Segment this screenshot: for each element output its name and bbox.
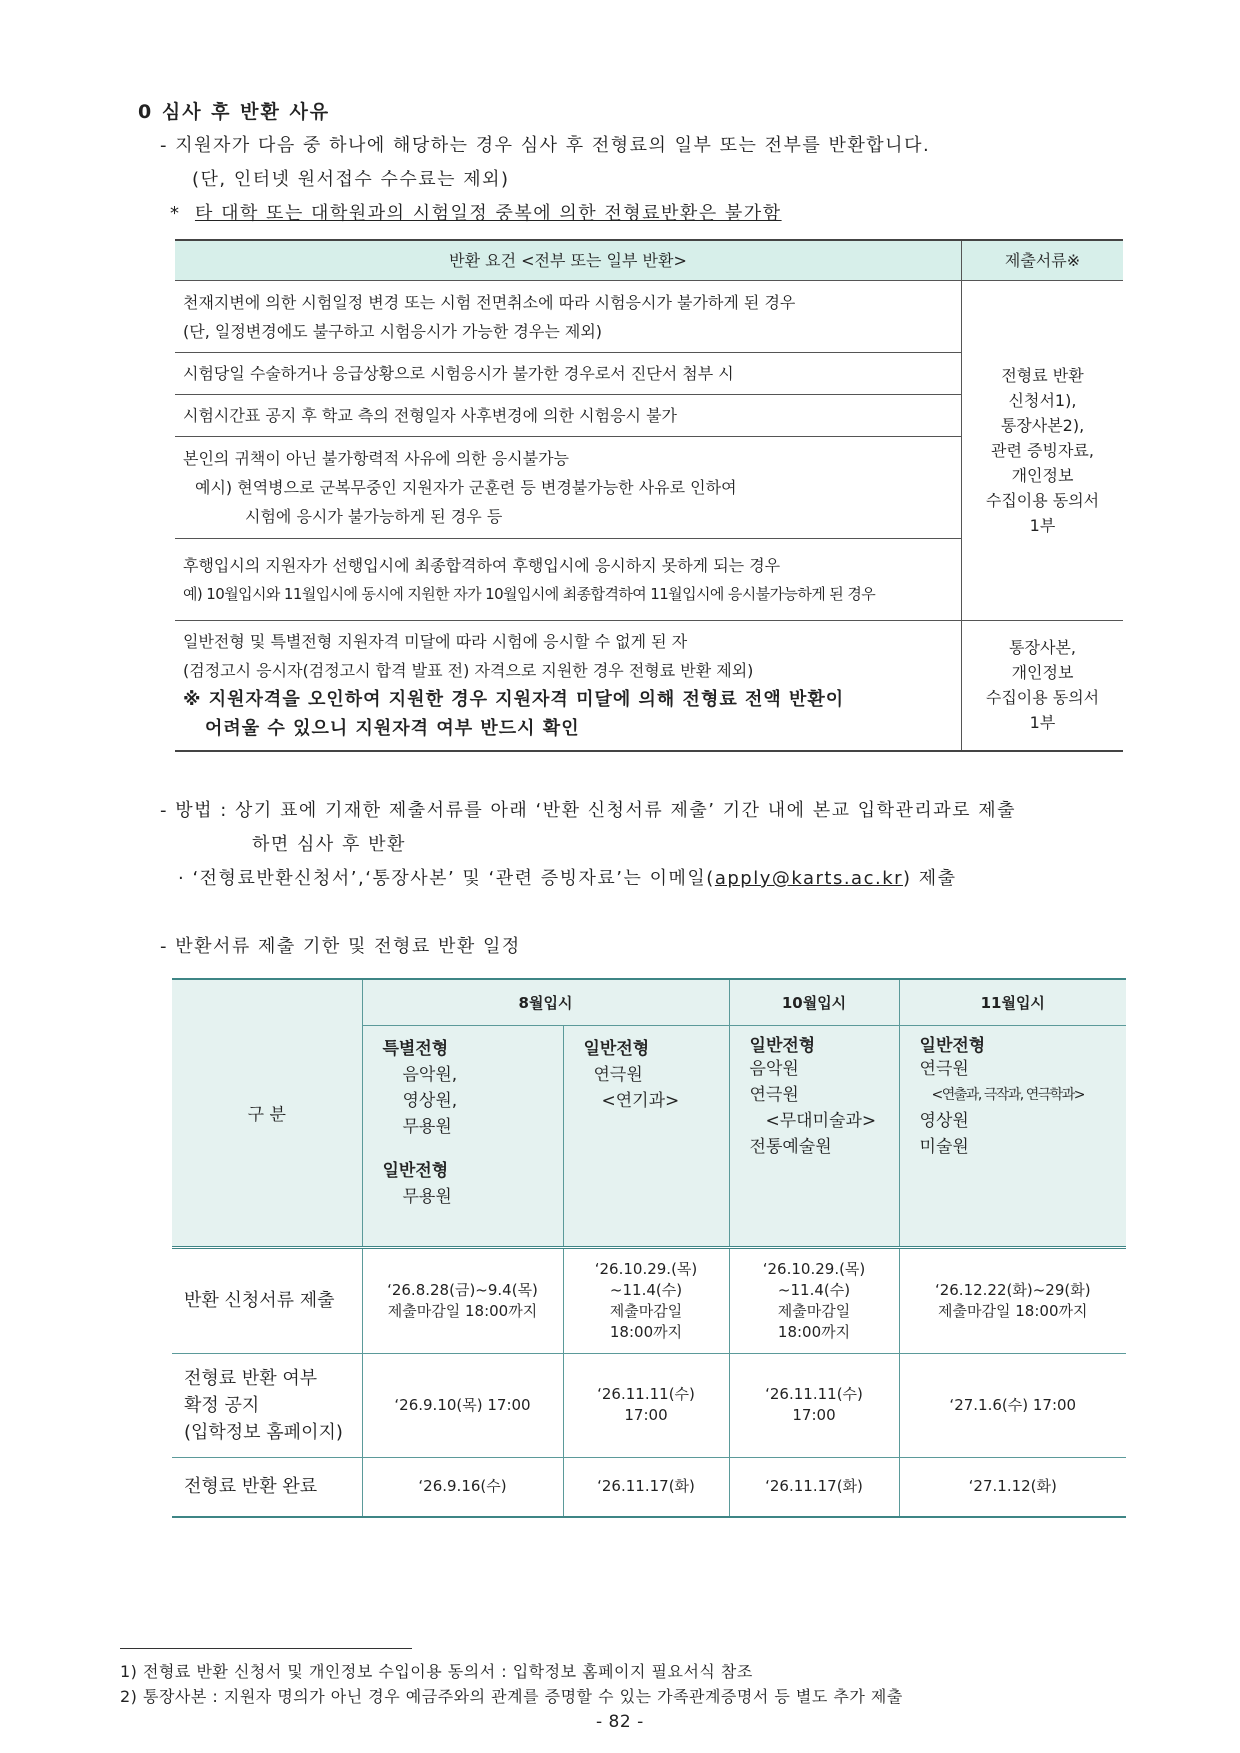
condition-line: 후행입시의 지원자가 선행입시에 최종합격하여 후행입시에 응시하지 못하게 되는 경우 bbox=[183, 555, 781, 575]
schedule-cell: ‘26.11.17(화) bbox=[563, 1457, 729, 1517]
group-item: 전통예술원 bbox=[749, 1136, 832, 1157]
doc-line: 전형료 반환 bbox=[1001, 366, 1084, 385]
head-october: 10월입시 bbox=[729, 979, 899, 1025]
docs-group-2 bbox=[962, 621, 1124, 751]
row-complete-label: 전형료 반환 완료 bbox=[172, 1457, 362, 1517]
group-item: 무용원 bbox=[402, 1116, 452, 1137]
condition-row bbox=[175, 539, 962, 621]
group-title: 일반전형 bbox=[919, 1035, 986, 1056]
condition-row bbox=[175, 353, 962, 395]
condition-warning: 어려울 수 있으니 지원자격 여부 반드시 확인 bbox=[205, 718, 580, 740]
oct-general-group bbox=[729, 1025, 899, 1247]
row-label-line: 확정 공지 bbox=[184, 1394, 260, 1416]
group-item: <무대미술과> bbox=[765, 1110, 877, 1131]
group-item: 연극원 bbox=[749, 1084, 799, 1105]
condition-line: 시험에 응시가 불가능하게 된 경우 등 bbox=[245, 507, 503, 526]
doc-line: 1부 bbox=[1029, 516, 1056, 535]
condition-row bbox=[175, 395, 962, 437]
group-item: 미술원 bbox=[919, 1136, 969, 1157]
schedule-cell: ‘26.11.17(화) bbox=[729, 1457, 899, 1517]
condition-line: 시험당일 수술하거나 응급상황으로 시험응시가 불가한 경우로서 진단서 첨부 시 bbox=[183, 364, 734, 383]
email-link[interactable]: apply@karts.ac.kr bbox=[714, 868, 904, 889]
header-condition: 반환 요건 <전부 또는 일부 반환> bbox=[175, 240, 962, 281]
condition-line: 시험시간표 공지 후 학교 측의 전형일자 사후변경에 의한 시험응시 불가 bbox=[183, 406, 677, 425]
group-title: 특별전형 bbox=[382, 1038, 449, 1059]
footnote-2: 2) 통장사본 : 지원자 명의가 아닌 경우 예금주와의 관계를 증명할 수 있는 가족관계증명서 등 별도 추가 제출 bbox=[120, 1687, 903, 1706]
doc-line: 수집이용 동의서 bbox=[985, 688, 1100, 708]
header-docs: 제출서류※ bbox=[962, 240, 1124, 281]
doc-line: 신청서1), bbox=[1008, 391, 1077, 410]
group-item: 연극원 bbox=[919, 1058, 969, 1079]
section-title: 0 심사 후 반환 사유 bbox=[138, 101, 331, 123]
doc-line: 통장사본, bbox=[1009, 638, 1076, 658]
row-submit-label: 반환 신청서류 제출 bbox=[172, 1247, 362, 1353]
schedule-cell: ‘26.11.11(수) 17:00 bbox=[563, 1353, 729, 1457]
schedule-cell: ‘26.10.29.(목) ~11.4(수) 제출마감일 18:00까지 bbox=[729, 1247, 899, 1353]
method-email-prefix: · ‘전형료반환신청서’,‘통장사본’ 및 ‘관련 증빙자료’는 이메일( bbox=[178, 868, 715, 889]
docs-group-1 bbox=[962, 281, 1124, 621]
method-line: - 방법 : 상기 표에 기재한 제출서류를 아래 ‘반환 신청서류 제출’ 기간 내에 본교 입학관리과로 제출 bbox=[160, 800, 1017, 821]
schedule-cell: ‘26.9.16(수) bbox=[362, 1457, 563, 1517]
group-item: 음악원, bbox=[402, 1064, 458, 1085]
schedule-title: - 반환서류 제출 기한 및 전형료 반환 일정 bbox=[160, 936, 521, 957]
condition-row bbox=[175, 621, 962, 751]
schedule-cell: ‘26.10.29.(목) ~11.4(수) 제출마감일 18:00까지 bbox=[563, 1247, 729, 1353]
condition-line: (검정고시 응시자(검정고시 합격 발표 전) 자격으로 지원한 경우 전형료 반환 제외) bbox=[183, 661, 754, 681]
condition-line: 일반전형 및 특별전형 지원자격 미달에 따라 시험에 응시할 수 없게 된 자 bbox=[183, 632, 688, 652]
star-mark: * bbox=[170, 203, 181, 224]
row-label-line: 전형료 반환 여부 bbox=[184, 1367, 318, 1389]
footnote-1: 1) 전형료 반환 신청서 및 개인정보 수입이용 동의서 : 입학정보 홈페이지 필요서식 참조 bbox=[120, 1662, 753, 1681]
head-november: 11월입시 bbox=[899, 979, 1126, 1025]
doc-line: 개인정보 bbox=[1011, 663, 1074, 683]
aug-general-group bbox=[563, 1025, 729, 1247]
condition-line: 예) 10월입시와 11월입시에 동시에 지원한 자가 10월입시에 최종합격하여 11월입시에 응시불가능하게 된 경우 bbox=[183, 584, 876, 603]
group-title: 일반전형 bbox=[583, 1038, 650, 1059]
doc-line: 개인정보 bbox=[1011, 466, 1074, 485]
group-item: 연극원 bbox=[593, 1064, 643, 1085]
category-label: 구 분 bbox=[172, 979, 362, 1247]
warning-note bbox=[170, 199, 782, 225]
nov-general-group bbox=[899, 1025, 1126, 1247]
row-notice-label bbox=[172, 1353, 362, 1457]
doc-line: 관련 증빙자료, bbox=[991, 441, 1094, 460]
head-august: 8월입시 bbox=[362, 979, 729, 1025]
schedule-cell: ‘26.8.28(금)~9.4(목) 제출마감일 18:00까지 bbox=[362, 1247, 563, 1353]
method-line-2: 하면 심사 후 반환 bbox=[252, 834, 406, 855]
schedule-cell: ‘26.12.22(화)~29(화) 제출마감일 18:00까지 bbox=[899, 1247, 1126, 1353]
aug-special-group bbox=[362, 1025, 563, 1247]
schedule-cell: ‘27.1.12(화) bbox=[899, 1457, 1126, 1517]
schedule-cell: ‘26.9.10(목) 17:00 bbox=[362, 1353, 563, 1457]
condition-line: 본인의 귀책이 아닌 불가항력적 사유에 의한 응시불가능 bbox=[183, 449, 570, 468]
method-email-suffix: ) 제출 bbox=[903, 868, 957, 889]
schedule-cell: ‘26.11.11(수) 17:00 bbox=[729, 1353, 899, 1457]
group-item: 음악원 bbox=[749, 1058, 799, 1079]
condition-line: 천재지변에 의한 시험일정 변경 또는 시험 전면취소에 따라 시험응시가 불가하게 된 경우 bbox=[183, 292, 796, 312]
method-email-line bbox=[178, 864, 957, 890]
group-title: 일반전형 bbox=[749, 1035, 816, 1056]
condition-line: (단, 일정변경에도 불구하고 시험응시가 가능한 경우는 제외) bbox=[183, 321, 603, 341]
condition-line: 예시) 현역병으로 군복무중인 지원자가 군훈련 등 변경불가능한 사유로 인하여 bbox=[195, 478, 737, 497]
condition-warning: ※ 지원자격을 오인하여 지원한 경우 지원자격 미달에 의해 전형료 전액 반환이 bbox=[183, 689, 845, 711]
group-item: 영상원, bbox=[402, 1090, 458, 1111]
group-item: <연출과, 극작과, 연극학과> bbox=[931, 1086, 1085, 1103]
intro-note: (단, 인터넷 원서접수 수수료는 제외) bbox=[192, 169, 510, 190]
refund-conditions-table bbox=[175, 239, 1123, 752]
doc-line: 통장사본2), bbox=[1000, 416, 1085, 435]
intro-line: - 지원자가 다음 중 하나에 해당하는 경우 심사 후 전형료의 일부 또는 전부를 반환합니다. bbox=[160, 135, 931, 156]
doc-line: 수집이용 동의서 bbox=[985, 491, 1100, 510]
group-title: 일반전형 bbox=[382, 1160, 449, 1181]
group-item: 영상원 bbox=[919, 1110, 969, 1131]
page-number: - 82 - bbox=[596, 1712, 644, 1732]
warning-text: 타 대학 또는 대학원과의 시험일정 중복에 의한 전형료반환은 불가함 bbox=[194, 203, 782, 224]
group-item: 무용원 bbox=[402, 1186, 452, 1207]
footnote-divider bbox=[120, 1648, 412, 1649]
doc-line: 1부 bbox=[1029, 713, 1056, 733]
row-label-line: (입학정보 홈페이지) bbox=[184, 1421, 343, 1443]
condition-row bbox=[175, 281, 962, 353]
refund-schedule-table bbox=[172, 978, 1126, 1518]
schedule-cell: ‘27.1.6(수) 17:00 bbox=[899, 1353, 1126, 1457]
condition-row bbox=[175, 437, 962, 539]
group-item: <연기과> bbox=[601, 1090, 680, 1111]
